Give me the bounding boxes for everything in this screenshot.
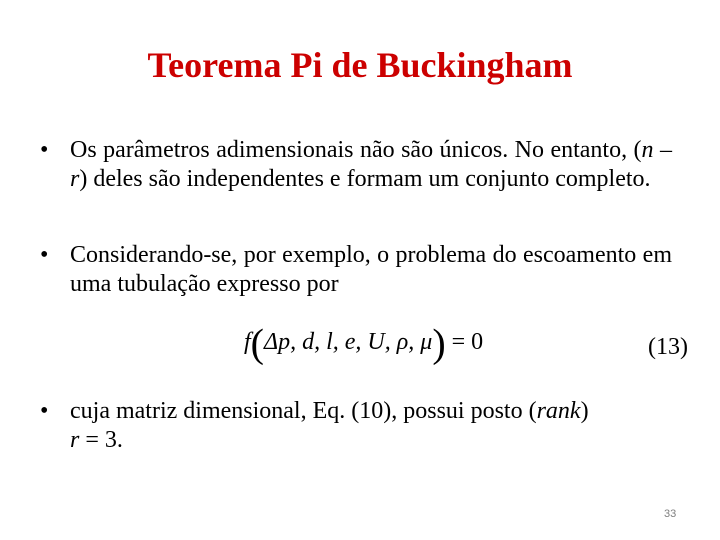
page-number: 33 xyxy=(664,508,677,520)
bullet-item-3 xyxy=(40,397,680,455)
bullet-text-3: cuja matriz dimensional, Eq. (10), possui posto (rank) r = 3. xyxy=(70,398,589,453)
equation-arguments: Δp, d, l, e, U, ρ, μ xyxy=(264,329,433,355)
bullet-text-2: Considerando-se, por exemplo, o problema do escoamento em uma tubulação expresso por xyxy=(70,242,672,297)
bullet-item-1 xyxy=(40,136,672,194)
bullet-marker: • xyxy=(40,242,49,268)
bullet-item-2 xyxy=(40,241,672,299)
bullet-marker: • xyxy=(40,137,49,163)
bullet-text-1: Os parâmetros adimensionais não são únicos. No entanto, (n – r) deles são independentes e formam um conjunto completo. xyxy=(70,137,673,192)
bullet-marker: • xyxy=(40,398,49,424)
slide-title: Teorema Pi de Buckingham xyxy=(147,45,573,85)
equation-13: f(Δp, d, l, e, U, ρ, μ) = 0 xyxy=(244,320,484,366)
equation-number: (13) xyxy=(648,334,688,360)
